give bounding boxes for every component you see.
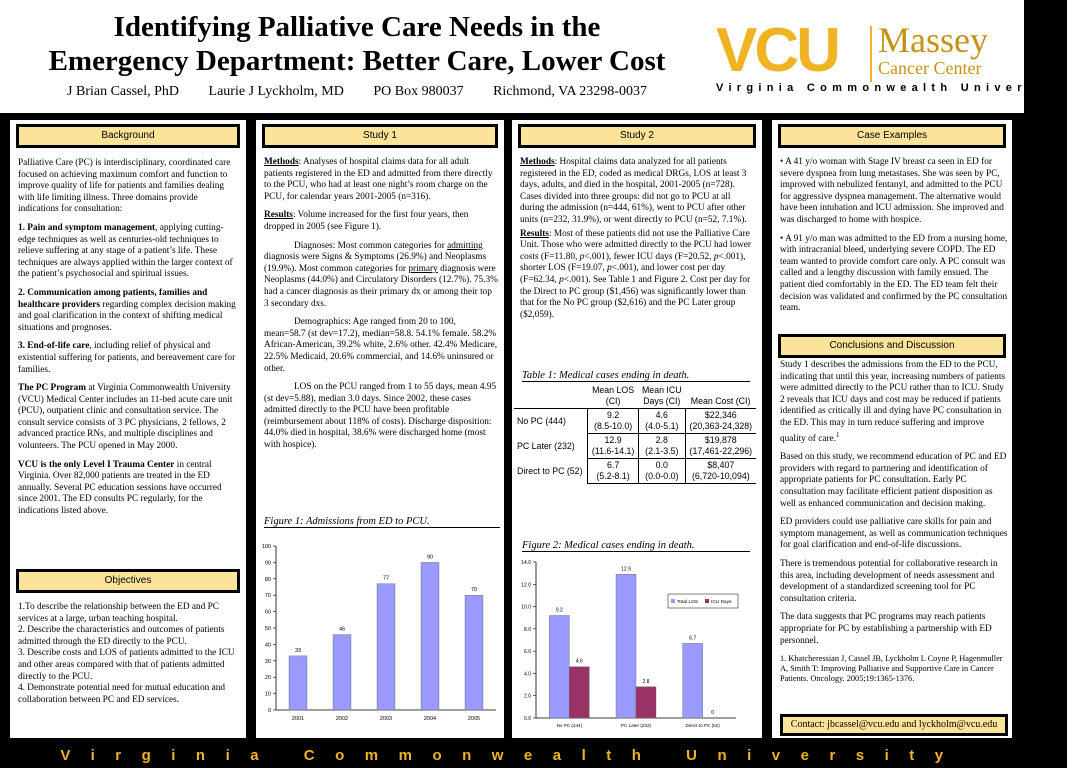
los-ci: (8.5-10.0) bbox=[594, 421, 633, 431]
objective-4: 4. Demonstrate potential need for mutual education and collaboration between PC and ED services. bbox=[18, 683, 226, 705]
icu-ci: (2.1-3.5) bbox=[645, 446, 679, 456]
table-header-icu bbox=[638, 384, 685, 409]
figure1-caption: Figure 1: Admissions from ED to PCU. bbox=[264, 516, 500, 528]
cell-los bbox=[588, 409, 639, 434]
p-symbol: p bbox=[579, 251, 585, 262]
cases-column bbox=[772, 120, 1012, 738]
background-text bbox=[18, 158, 240, 525]
pc-program bbox=[18, 383, 240, 453]
study2-heading: Study 2 bbox=[518, 124, 756, 148]
author-line bbox=[14, 84, 700, 100]
legend-label: ICU Days bbox=[711, 600, 732, 605]
conclusion-1 bbox=[780, 360, 1008, 445]
vcu-logo: VCU bbox=[716, 16, 838, 85]
y-tick-label: 80 bbox=[264, 576, 271, 583]
address-city: Richmond, VA 23298-0037 bbox=[493, 84, 647, 99]
y-tick-label: 30 bbox=[264, 658, 271, 665]
study2-results-label: Results bbox=[520, 228, 549, 239]
y-tick-label: 2.0 bbox=[524, 693, 531, 700]
y-tick-label: 14.0 bbox=[521, 560, 531, 566]
domain-2-text: regarding complex decision making and goal clarification in the context of shifting medical situations and prognoses. bbox=[18, 299, 236, 333]
study1-methods-label: Methods bbox=[264, 157, 299, 167]
reference-marker: 1 bbox=[836, 430, 840, 439]
domain-2-title: 2. Communication among patients, families and healthcare providers bbox=[18, 287, 208, 310]
study2-methods-label: Methods bbox=[520, 157, 555, 167]
study1-methods-text: : Analyses of hospital claims data for all adult patients registered in the ED and admitted from there directly to the PCU, who had at least one night’s room charge on the PCU, for calendar years 2001-2005 (n=316). bbox=[264, 157, 493, 202]
domain-1-title: 1. Pain and symptom management bbox=[18, 222, 156, 233]
icu-value: 2.8 bbox=[655, 435, 668, 445]
bar-total-los bbox=[616, 574, 636, 718]
conclusion-2: Based on this study, we recommend education of PC and ED providers with regard to partnering and identification of appropriate patients for PC consultation. Early PC consultation may facilitate efficient patient disposition as well as enhanced communication and decision making. bbox=[780, 452, 1007, 509]
los-value: 9.2 bbox=[606, 410, 620, 420]
y-tick-label: 100 bbox=[261, 544, 271, 550]
study2-text bbox=[520, 157, 756, 328]
icu-value: 0.0 bbox=[655, 460, 668, 470]
poster-header bbox=[0, 0, 1067, 116]
case-2: • A 91 y/o man was admitted to the ED from a nursing home, with intracranial bleed, underlying severe COPD. The ED team wanted to provide comfort care only. A PC consult was called and a lengthy discussion with family ensued. The patient died comfortably in the ED. The ED team felt their decision was validated and confirmed by the PC consultation team. bbox=[780, 233, 1008, 314]
y-tick-label: 0 bbox=[267, 708, 271, 714]
y-tick-label: 4.0 bbox=[524, 671, 531, 678]
y-tick-label: 8.0 bbox=[524, 626, 531, 633]
bar bbox=[333, 635, 351, 710]
results-text-c: <.001), fewer ICU days (F=20.52, bbox=[584, 251, 714, 262]
cell-los bbox=[588, 434, 639, 459]
objective-3: 3. Describe costs and LOS of patients admitted to the ICU and other areas compared with that of patients admitted directly to the PCU. bbox=[18, 648, 235, 682]
bar-value-label: 12.9 bbox=[621, 566, 631, 573]
cost-value: $8,407 bbox=[707, 460, 735, 470]
address-po-box: PO Box 980037 bbox=[373, 84, 464, 99]
study1-los: LOS on the PCU ranged from 1 to 55 days, mean 4.95 (st dev=5.88), median 3.0 days. Since 2002, these cases admitted directly to the PCU have been profitable (reimbursement about 118% of costs). Discharge disposition: 44.0% died in hospital, 38.6% were discharged home (most with hospice). bbox=[264, 382, 497, 451]
x-tick-label: No PC (444) bbox=[556, 723, 583, 728]
bar bbox=[289, 656, 307, 710]
conclusions-heading: Conclusions and Discussion bbox=[778, 334, 1006, 358]
background-column bbox=[10, 120, 246, 738]
bar-value-label: 9.2 bbox=[555, 607, 563, 614]
bar-value-label: 77 bbox=[382, 575, 390, 582]
cost-ci: (20,363-24,328) bbox=[689, 421, 753, 431]
p-symbol: p bbox=[559, 274, 564, 285]
conclusions-text bbox=[780, 360, 1008, 691]
study1-results-label: Results bbox=[264, 210, 293, 221]
results-text-e: <.001), shorter LOS (F=19.07, bbox=[520, 251, 746, 274]
logo-divider bbox=[870, 26, 872, 82]
p-symbol: p bbox=[713, 251, 719, 262]
domain-3-title: 3. End-of-life care bbox=[18, 341, 90, 352]
case-1: • A 41 y/o woman with Stage IV breast ca seen in ED for severe dyspnea from lung metastases. She was seen by PC, improved with nebulized fentanyl, and admitted to the PCU for aggressive dyspnea management. The alternative would have been intubation and ICU admission. She improved and was discharged to home with hospice. bbox=[780, 157, 1004, 225]
x-tick-label: 2001 bbox=[291, 716, 305, 722]
bar-value-label: 2.8 bbox=[642, 678, 650, 685]
cell-cost bbox=[685, 434, 756, 459]
y-tick-label: 70 bbox=[264, 593, 271, 600]
y-tick-label: 10.0 bbox=[521, 604, 531, 611]
bar-icu-days bbox=[636, 687, 656, 718]
bar-value-label: 90 bbox=[426, 554, 434, 561]
case-examples-heading: Case Examples bbox=[778, 124, 1006, 148]
p-symbol: p bbox=[607, 263, 612, 274]
domain-1-text: , applying cutting-edge techniques as well as centuries-old techniques to relieve suffering at any stage of a patient’s life. These techniques are always applied within the larger context of the patient’s psychosocial and spiritual issues. bbox=[18, 222, 233, 280]
vcu-trauma-title: VCU is the only Level I Trauma Center bbox=[18, 459, 175, 470]
cost-value: $22,346 bbox=[704, 410, 737, 420]
study1-results bbox=[264, 210, 498, 233]
cell-cost bbox=[685, 409, 756, 434]
bar-total-los bbox=[683, 643, 703, 718]
pc-program-text: at Virginia Commonwealth University (VCU) Medical Center includes an 11-bed acute care unit (PCU), outpatient clinic and consultation service. The consult service consists of 3 PC physicians, 2 fellows, 2 advanced practice RNs, and multiple disciplines and volunteers. The PCU opened in May 2000. bbox=[18, 383, 233, 452]
figure1-chart bbox=[258, 538, 502, 734]
bar-value-label: 70 bbox=[470, 587, 478, 594]
y-tick-label: 6.0 bbox=[524, 649, 531, 656]
massey-logo: Massey bbox=[878, 20, 988, 60]
icu-ci: (4.0-5.1) bbox=[645, 421, 679, 431]
cost-ci: (6,720-10,094) bbox=[691, 471, 750, 481]
header-icu: Mean ICU bbox=[641, 385, 682, 395]
table-header-row bbox=[514, 384, 756, 409]
domain-2 bbox=[18, 288, 240, 334]
los-value: 6.7 bbox=[606, 460, 620, 470]
table-header-cost bbox=[685, 384, 756, 409]
cancer-center-logo: Cancer Center bbox=[878, 58, 982, 78]
results-text-a: : Most of these patients did not use the Palliative Care Unit. Those who were admitted directly to the PCU had lower costs (F=11.80, bbox=[520, 228, 751, 262]
x-tick-label: 2004 bbox=[423, 716, 437, 722]
y-tick-label: 60 bbox=[264, 609, 271, 616]
study1-text bbox=[264, 157, 498, 459]
los-ci: (5.2-8.1) bbox=[596, 471, 630, 481]
diagnoses-text-b: diagnosis were Signs & Symptoms (26.9%) and Neoplasms (19.9%). Most common categories for bbox=[264, 252, 487, 274]
vcu-trauma-text: in central Virginia. Over 82,000 patients are treated in the ED annually. Several PC education sessions have occurred since 2001. The ED consults PC regularly, for the indications listed above. bbox=[18, 459, 222, 517]
primary-word: primary bbox=[408, 263, 438, 274]
background-intro: Palliative Care (PC) is interdisciplinary, coordinated care focused on achieving maximum comfort and function to improve quality of life for patients and families dealing with life limiting illness. Three domains provide indications for consultation: bbox=[18, 158, 231, 215]
row-label: PC Later (232) bbox=[517, 440, 575, 451]
conclusion-3: ED providers could use palliative care skills for pain and symptom management, as well as communication techniques for goal clarification and end-of-life discussions. bbox=[780, 517, 1008, 551]
objective-2: 2. Describe the characteristics and outcomes of patients admitted through the ED directly to the PCU. bbox=[18, 625, 225, 647]
pc-program-title: The PC Program bbox=[18, 383, 86, 394]
study1-heading: Study 1 bbox=[262, 124, 498, 148]
row-label: No PC (444) bbox=[517, 415, 566, 426]
cell-icu bbox=[638, 434, 685, 459]
los-value: 12.9 bbox=[604, 435, 622, 445]
bar bbox=[377, 584, 395, 710]
bar-total-los bbox=[549, 615, 569, 718]
contact-box: Contact: jbcassel@vcu.edu and lyckholm@vcu.edu bbox=[780, 714, 1008, 736]
conclusion-4: There is tremendous potential for collaborative research in this area, including development of needs assessment and development of a standardized screening tool for PC consultation criteria. bbox=[780, 559, 998, 604]
domain-3 bbox=[18, 341, 240, 376]
title-line-1: Identifying Palliative Care Needs in the bbox=[113, 11, 601, 43]
table1 bbox=[514, 384, 756, 484]
los-ci: (11.6-14.1) bbox=[591, 446, 635, 456]
cost-ci: (17,461-22,296) bbox=[689, 446, 753, 456]
figure2-caption: Figure 2: Medical cases ending in death. bbox=[522, 540, 750, 552]
cost-value: $19,878 bbox=[704, 435, 737, 445]
objective-1: 1.To describe the relationship between the ED and PC services at a large, urban teaching hospital. bbox=[18, 602, 219, 624]
admitting-word: admitting bbox=[447, 240, 483, 251]
footer-banner: Virginia Commonwealth University bbox=[60, 747, 964, 764]
x-tick-label: PC Later (232) bbox=[620, 723, 652, 728]
title-line-2: Emergency Department: Better Care, Lower Cost bbox=[48, 45, 666, 77]
table-row bbox=[514, 434, 756, 459]
y-tick-label: 20 bbox=[264, 675, 271, 682]
conclusion-1-text: Study 1 describes the admissions from the ED to the PCU, indicating that until this year, increasing numbers of patients were admitted directly to the PCU rather than to ICU. Study 2 reveals that ICU days and cost may be reduced if patients identified as critically ill and dying have PC consultation in the ED. This may in turn reduce suffering and improve quality of care. bbox=[780, 360, 1006, 444]
bar bbox=[465, 595, 483, 710]
author-cassel: J Brian Cassel, PhD bbox=[67, 84, 180, 99]
poster-title bbox=[14, 10, 700, 78]
cell-icu bbox=[638, 409, 685, 434]
header-los: Mean LOS bbox=[592, 385, 635, 395]
x-tick-label: Direct to PC (52) bbox=[685, 723, 720, 728]
table1-caption: Table 1: Medical cases ending in death. bbox=[522, 370, 750, 382]
legend-swatch bbox=[671, 599, 675, 603]
table-header-blank bbox=[514, 384, 588, 409]
study1-methods bbox=[264, 157, 498, 203]
x-tick-label: 2005 bbox=[467, 716, 481, 722]
objectives-heading: Objectives bbox=[16, 569, 240, 593]
table-header-los bbox=[588, 384, 639, 409]
study2-methods bbox=[520, 157, 756, 227]
y-tick-label: 50 bbox=[264, 626, 271, 632]
cell-icu bbox=[638, 459, 685, 484]
y-tick-label: 12.0 bbox=[521, 582, 531, 589]
study1-results-text: : Volume increased for the first four years, then dropped in 2005 (see Figure 1). bbox=[264, 210, 469, 232]
bar-icu-days bbox=[569, 667, 589, 718]
legend-label: Total LOS bbox=[677, 600, 699, 605]
y-tick-label: 10 bbox=[264, 691, 271, 698]
bar-value-label: 4.6 bbox=[575, 658, 583, 665]
y-tick-label: 40 bbox=[264, 642, 271, 649]
bar-value-label: 6.7 bbox=[689, 635, 697, 642]
study1-diagnoses bbox=[264, 241, 498, 311]
bar-value-label: 46 bbox=[338, 626, 346, 633]
x-tick-label: 2003 bbox=[379, 716, 393, 722]
table-row bbox=[514, 409, 756, 434]
diagnoses-text-a: Diagnoses: Most common categories for bbox=[294, 240, 448, 251]
cell-cost bbox=[685, 459, 756, 484]
icu-value: 4.6 bbox=[655, 410, 668, 420]
objectives-text bbox=[18, 602, 240, 706]
study1-column bbox=[256, 120, 504, 738]
header-cost: Mean Cost (CI) bbox=[690, 396, 751, 406]
conclusion-5: The data suggests that PC programs may reach patients appropriate for PC by establishing a partnership with ED personnel. bbox=[780, 612, 992, 646]
reference-1: 1. Khatcheressian J, Cassel JB, Lyckholm L Coyne P, Hagenmuller A, Smith T: Improving Palliative and Supportive Care in Cancer Patients. Oncology. 2005;19:1365-1376. bbox=[780, 654, 1003, 684]
domain-1 bbox=[18, 223, 240, 281]
study2-column bbox=[512, 120, 762, 738]
cell-los bbox=[588, 459, 639, 484]
background-heading: Background bbox=[16, 124, 240, 148]
study2-results bbox=[520, 229, 756, 322]
results-text-g: <.001), and lower cost per day (F=62.34, bbox=[520, 263, 726, 285]
legend-swatch bbox=[705, 599, 709, 603]
table-row bbox=[514, 459, 756, 484]
bar-value-label: 33 bbox=[294, 647, 302, 654]
header-los-ci: (CI) bbox=[605, 396, 621, 406]
bar bbox=[421, 562, 439, 710]
results-text-i: <.001). See Table 1 and Figure 2. Cost per day for the Direct to PC group ($1,456) was significantly lower than that for the No PC group ($2,616) and the PC Later group ($2,059). bbox=[520, 274, 751, 320]
logo-subtitle: Virginia Commonwealth University bbox=[716, 82, 1067, 94]
header-icu-ci: Days (CI) bbox=[643, 396, 681, 406]
study2-methods-text: : Hospital claims data analyzed for all patients registered in the ED, coded as medical DRGs, LOS at least 3 days, adults, and died in the hospital, 2001-2005 (n=728). Cases divided into three groups: did not go to PCU at all during the admission (n=444, 61%), went to PCU after other units (n=232, 31.9%), or went directly to PCU (n=52, 7.1%). bbox=[520, 157, 747, 225]
figure2-chart bbox=[514, 556, 758, 732]
row-label: Direct to PC (52) bbox=[517, 465, 583, 476]
domain-3-text: , including relief of physical and existential suffering for patients, and bereavement care for families. bbox=[18, 341, 236, 375]
case-examples-text bbox=[780, 157, 1008, 322]
diagnoses-text-c: diagnosis were Neoplasms (44.0%) and Circulatory Disorders (12.7%). 75.3% had a cancer diagnosis as their primary dx or among their top 3 secondary dxs. bbox=[264, 263, 498, 309]
icu-ci: (0.0-0.0) bbox=[645, 471, 679, 481]
bar-value-label: 0 bbox=[711, 710, 715, 716]
author-lyckholm: Laurie J Lyckholm, MD bbox=[208, 84, 344, 99]
study1-demographics: Demographics: Age ranged from 20 to 100, mean=58.7 (st dev=17.2), median=58.8. 54.1% female. 58.2% African-American, 39.2% white, 2.6% other. 42.4% Medicare, 22.5% Medicaid, 20.6% commercial, and 14.6% uninsured or other. bbox=[264, 317, 498, 374]
y-tick-label: 90 bbox=[264, 560, 271, 567]
x-tick-label: 2002 bbox=[335, 716, 349, 722]
vcu-trauma bbox=[18, 460, 240, 518]
y-tick-label: 0.0 bbox=[524, 716, 531, 722]
